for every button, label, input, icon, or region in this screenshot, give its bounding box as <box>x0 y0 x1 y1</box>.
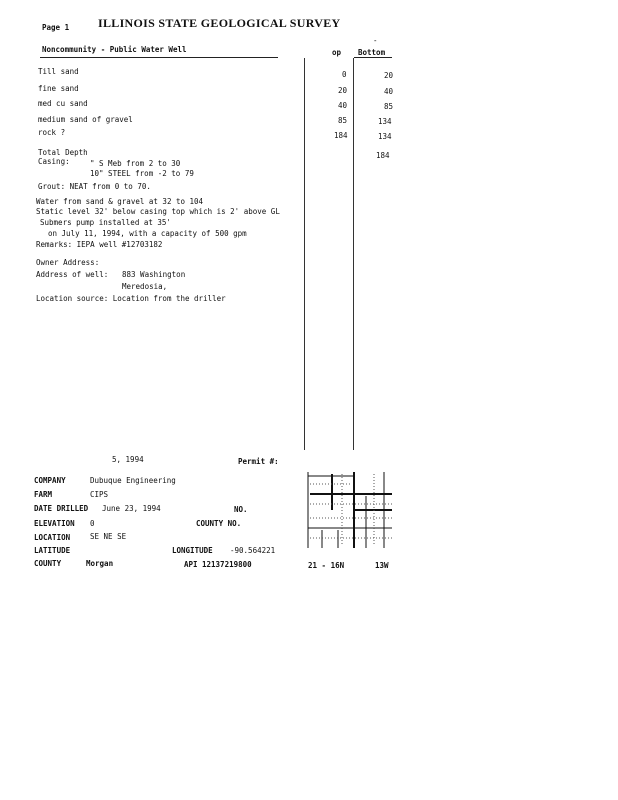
stratum-top: 85 <box>338 116 348 125</box>
stratum-name: Till sand <box>38 67 79 76</box>
date-drilled-label: DATE DRILLED <box>34 504 89 513</box>
stratum-name: medium sand of gravel <box>38 115 133 124</box>
stratum-top: 184 <box>334 131 348 140</box>
range: 13W <box>375 561 389 570</box>
column-divider-left <box>304 58 305 450</box>
api-value: 12137219800 <box>202 560 252 569</box>
stratum-top: 20 <box>338 86 348 95</box>
column-divider-right <box>353 58 354 450</box>
static-level: Static level 32' below casing top which is 2' above GL <box>36 207 280 216</box>
stratum-top: 0 <box>342 70 347 79</box>
header-mark: - <box>373 36 378 45</box>
number-label: NO. <box>234 505 248 514</box>
section-grid <box>306 470 394 550</box>
location-source: Location source: Location from the driller <box>36 294 226 303</box>
address-city: Meredosia, <box>122 282 168 291</box>
location-value: SE NE SE <box>90 532 127 541</box>
remarks: Remarks: IEPA well #12703182 <box>36 240 163 249</box>
stratum-name: med cu sand <box>38 99 88 108</box>
date-line: 5, 1994 <box>112 455 144 464</box>
pump-date: on July 11, 1994, with a capacity of 500 gpm <box>48 229 247 238</box>
date-drilled-value: June 23, 1994 <box>102 504 161 513</box>
stratum-bottom: 134 <box>378 132 392 141</box>
farm-value: CIPS <box>90 490 109 499</box>
column-top-header: op <box>332 48 342 57</box>
county-number-label: COUNTY NO. <box>196 519 242 528</box>
stratum-bottom: 134 <box>378 117 392 126</box>
column-bottom-header: Bottom <box>358 48 386 57</box>
location-label: LOCATION <box>34 533 71 542</box>
water-from: Water from sand & gravel at 32 to 104 <box>36 197 204 206</box>
casing-label: Casing: <box>38 157 70 166</box>
well-type: Noncommunity - Public Water Well <box>42 45 187 54</box>
address-of-well-label: Address of well: <box>36 270 109 279</box>
page-label: Page 1 <box>42 23 70 32</box>
stratum-name: rock ? <box>38 128 66 137</box>
owner-address: Owner Address: <box>36 258 100 267</box>
total-depth-label: Total Depth <box>38 148 88 157</box>
bottom-header-rule <box>354 57 392 58</box>
address-of-well-value: 883 Washington <box>122 270 186 279</box>
county-value: Morgan <box>86 559 114 568</box>
farm-label: FARM <box>34 490 53 499</box>
grout: Grout: NEAT from 0 to 70. <box>38 182 151 191</box>
township: 21 - 16N <box>308 561 345 570</box>
document-title: ILLINOIS STATE GEOLOGICAL SURVEY <box>98 16 341 30</box>
pump-installed: Submers pump installed at 35' <box>40 218 171 227</box>
county-label: COUNTY <box>34 559 62 568</box>
stratum-bottom: 85 <box>384 102 394 111</box>
total-depth-value: 184 <box>376 151 390 160</box>
company-value: Dubuque Engineering <box>90 476 176 485</box>
stratum-bottom: 20 <box>384 71 394 80</box>
permit-label: Permit #: <box>238 457 279 466</box>
stratum-name: fine sand <box>38 84 79 93</box>
longitude-value: -90.564221 <box>230 546 276 555</box>
longitude-label: LONGITUDE <box>172 546 213 555</box>
casing-line: 10" STEEL from -2 to 79 <box>90 169 194 178</box>
stratum-top: 40 <box>338 101 348 110</box>
elevation-value: 0 <box>90 519 95 528</box>
casing-line: " S Meb from 2 to 30 <box>90 159 181 168</box>
stratum-bottom: 40 <box>384 87 394 96</box>
elevation-label: ELEVATION <box>34 519 75 528</box>
api-label: API <box>184 560 198 569</box>
header-rule <box>40 57 278 58</box>
company-label: COMPANY <box>34 476 66 485</box>
latitude-label: LATITUDE <box>34 546 71 555</box>
